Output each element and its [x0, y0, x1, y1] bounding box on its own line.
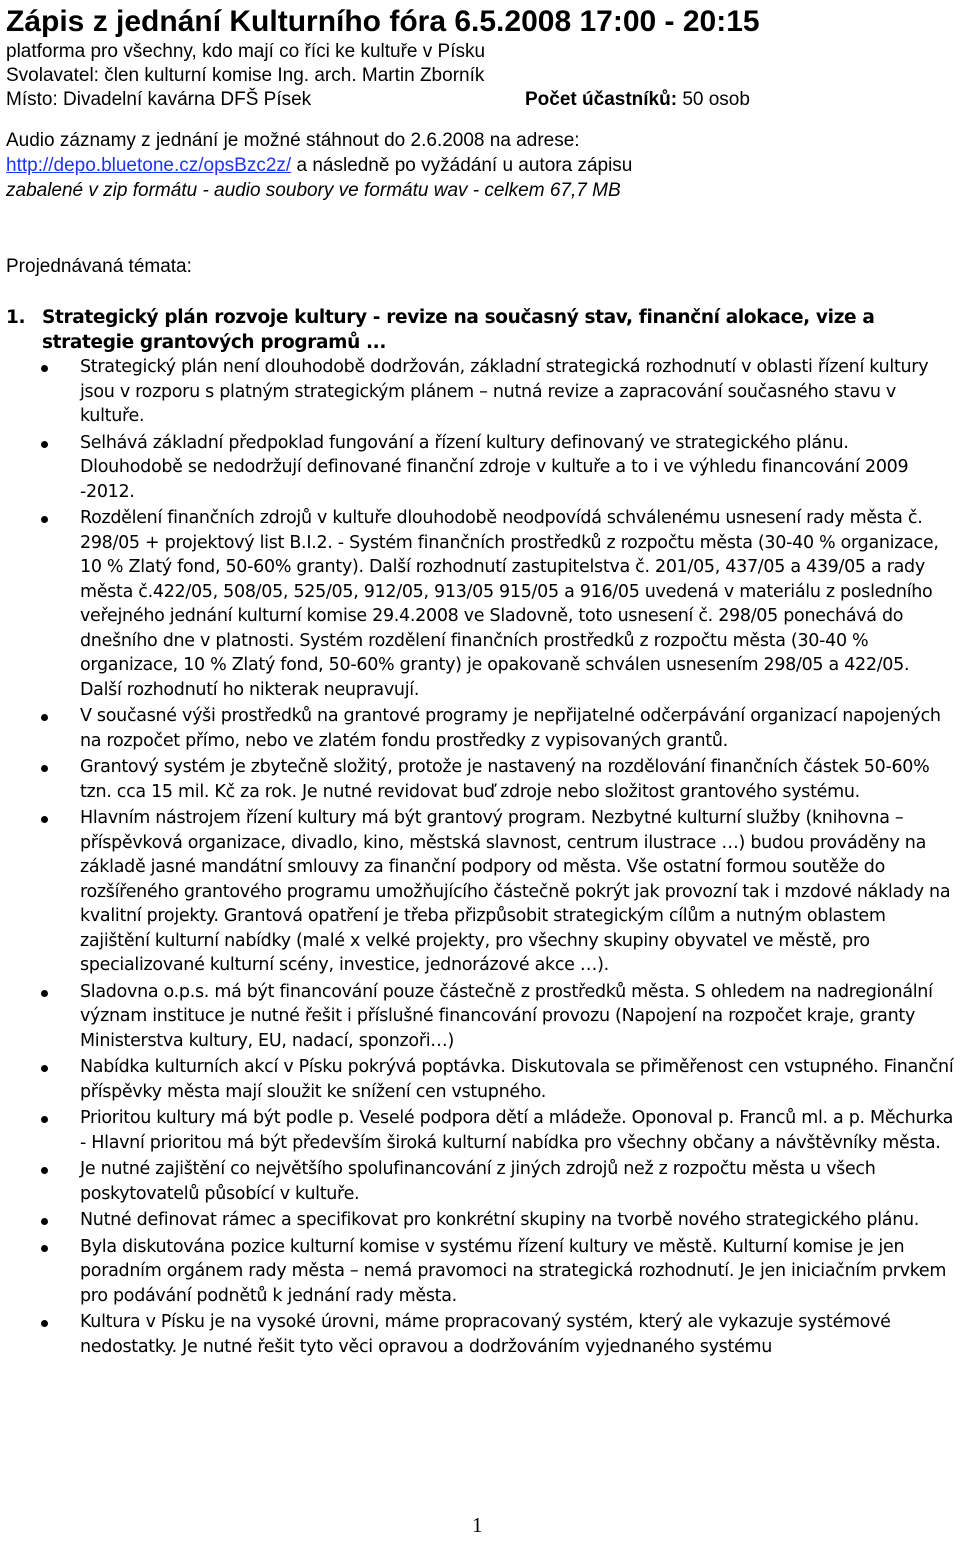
- place-label: Místo:: [6, 89, 58, 110]
- download-link[interactable]: http://depo.bluetone.cz/opsBzc2z/: [6, 155, 292, 176]
- bullet-icon: [41, 441, 48, 448]
- audio-intro: Audio záznamy z jednání je možné stáhnout do 2.6.2008 na adrese:: [6, 130, 580, 151]
- bullet-item: [6, 1235, 956, 1309]
- bullet-text: Byla diskutována pozice kulturní komise v systému řízení kultury ve městě. Kulturní komise je jen poradním orgánem rady města – nemá pravomoci na strategická rozhodnutí. Je jen iniciačním prvkem pro podávání podnětů k jednání rady města.: [80, 1236, 947, 1306]
- bullet-item: [6, 755, 956, 804]
- bullet-text: Kultura v Písku je na vysoké úrovni, máme propracovaný systém, který ale vykazuje systémové nedostatky. Je nutné řešit tyto věci opravou a dodržováním vyjednaného systému: [80, 1312, 891, 1357]
- document-subtitle: platforma pro všechny, kdo mají co říci ke kultuře v Písku: [6, 41, 486, 62]
- bullet-text: Prioritou kultury má být podle p. Veselé podpora dětí a mládeže. Oponoval p. Franců ml. a p. Měchurka - Hlavní prioritou má být především široká kulturní nabídka pro všechny občany a návštěvníky města.: [80, 1108, 954, 1153]
- bullet-item: [6, 355, 956, 429]
- bullet-icon: [41, 1218, 48, 1225]
- bullet-item: [6, 431, 956, 505]
- bullet-item: [6, 506, 956, 702]
- participant-count-value: 50 osob: [682, 89, 750, 110]
- page-number: 1: [472, 1513, 483, 1537]
- bullet-text: Rozdělení finančních zdrojů v kultuře dlouhodobě neodpovídá schválenému usnesení rady města č. 298/05 + projektový list B.I.2. - Systém finančních prostředků z rozpočtu města (30-40 % organizace, 10 % Zlatý fond, 50-60% granty). Další rozhodnutí zastupitelstva č. 201/05, 437/05 a 439/05 a rady města č.422/05, 508/05, 525/05, 912/05, 913/05 915/05 a 916/05 uvedená v materiálu z posledního veřejného jednání kulturní komise 29.4.2008 ve Sladovně, toto usnesení č. 298/05 ponechává do dnešního dne v platnosti. Systém rozdělení finančních prostředků z rozpočtu města (30-40 % organizace, 10 % Zlatý fond, 50-60% granty) je opakovaně schválen usnesením 298/05 a 422/05. Další rozhodnutí ho nikterak neupravují.: [80, 508, 939, 700]
- bullet-icon: [41, 990, 48, 997]
- audio-after-link: a následně po vyžádání u autora zápisu: [296, 155, 633, 176]
- bullet-text: V současné výši prostředků na grantové programy je nepřijatelné odčerpávání organizací napojených na rozpočet přímo, nebo ve zlatém fondu prostředky z vypisovaných grantů.: [80, 706, 941, 751]
- bullet-item: [6, 1106, 956, 1155]
- bullet-icon: [41, 816, 48, 823]
- bullet-text: Je nutné zajištění co největšího spolufinancování z jiných zdrojů než z rozpočtu města u všech poskytovatelů působící v kultuře.: [80, 1159, 876, 1204]
- bullet-text: Grantový systém je zbytečně složitý, protože je nastavený na rozdělování finančních částek 50-60% tzn. cca 15 mil. Kč za rok. Je nutné revidovat buď zdroje nebo složitost grantového systému.: [80, 757, 930, 802]
- topics-label: Projednávaná témata:: [6, 256, 192, 277]
- bullet-item: [6, 1055, 956, 1104]
- bullet-icon: [41, 1167, 48, 1174]
- bullet-item: [6, 806, 956, 978]
- audio-link-line: [6, 153, 956, 178]
- place-row: [6, 88, 956, 112]
- document-title: Zápis z jednání Kulturního fóra 6.5.2008 17:00 - 20:15: [6, 5, 760, 38]
- section-number: 1.: [6, 307, 26, 328]
- bullet-icon: [41, 1065, 48, 1072]
- bullet-text: Selhává základní předpoklad fungování a řízení kultury definovaný ve strategického plánu. Dlouhodobě se nedodržují definované finanční zdroje v kultuře a to i ve výhledu financování 2009 -2012.: [80, 432, 909, 502]
- audio-format-note: zabalené v zip formátu - audio soubory ve formátu wav - celkem 67,7 MB: [6, 180, 621, 201]
- bullet-icon: [41, 516, 48, 523]
- bullet-text: Hlavním nástrojem řízení kultury má být grantový program. Nezbytné kulturní služby (knihovna – příspěvková organizace, divadlo, kino, městská slavnost, centrum ilustrace …) budou prováděny na základě jasné mandátní smlouvy za finanční podpory od města. Vše ostatní formou soutěže do rozšířeného grantového programu umožňujícího částečně pokrýt jak provozní tak i mzdové náklady na kvalitní projekty. Grantová opatření je třeba přizpůsobit strategickým cílům a nutným oblastem zajištění kulturní nabídky (malé x velké projekty, pro všechny skupiny obyvatel ve městě, pro specializované kulturní scény, investice, jednorázové akce …).: [80, 808, 951, 975]
- bullet-icon: [41, 1320, 48, 1327]
- section-title: Strategický plán rozvoje kultury - revize na současný stav, finanční alokace, vize a strategie grantových programů ...: [42, 307, 875, 353]
- bullet-text: Sladovna o.p.s. má být financování pouze částečně z prostředků města. S ohledem na nadregionální význam instituce je nutné řešit i příslušné financování provozu (Napojení na rozpočet kraje, granty Ministerstva kultury, EU, nadací, sponzoři…): [80, 981, 933, 1051]
- bullet-item: [6, 980, 956, 1054]
- bullet-text: Nutné definovat rámec a specifikovat pro konkrétní skupiny na tvorbě nového strategického plánu.: [80, 1210, 920, 1230]
- convener-line: Svolavatel: člen kulturní komise Ing. arch. Martin Zborník: [6, 65, 485, 86]
- bullet-item: [6, 1208, 956, 1233]
- participant-count: [525, 88, 750, 112]
- bullet-item: [6, 1157, 956, 1206]
- place-value: Divadelní kavárna DFŠ Písek: [63, 89, 312, 110]
- bullet-icon: [41, 765, 48, 772]
- bullet-item: [6, 704, 956, 753]
- section-heading: [6, 305, 956, 355]
- bullet-item: [6, 1310, 956, 1359]
- bullet-text: Nabídka kulturních akcí v Písku pokrývá poptávka. Diskutovala se přiměřenost cen vstupného. Finanční příspěvky města mají sloužit ke snížení cen vstupného.: [80, 1057, 954, 1102]
- document-page: [6, 0, 956, 1361]
- audio-note: [6, 128, 956, 203]
- bullet-icon: [41, 1116, 48, 1123]
- bullet-icon: [41, 1245, 48, 1252]
- bullet-icon: [41, 714, 48, 721]
- bullet-icon: [41, 365, 48, 372]
- bullet-list: [6, 355, 956, 1359]
- participant-count-label: Počet účastníků:: [525, 89, 678, 110]
- bullet-text: Strategický plán není dlouhodobě dodržován, základní strategická rozhodnutí v oblasti řízení kultury jsou v rozporu s platným strategickým plánem – nutná revize a zapracování současného stavu v kultuře.: [80, 357, 929, 426]
